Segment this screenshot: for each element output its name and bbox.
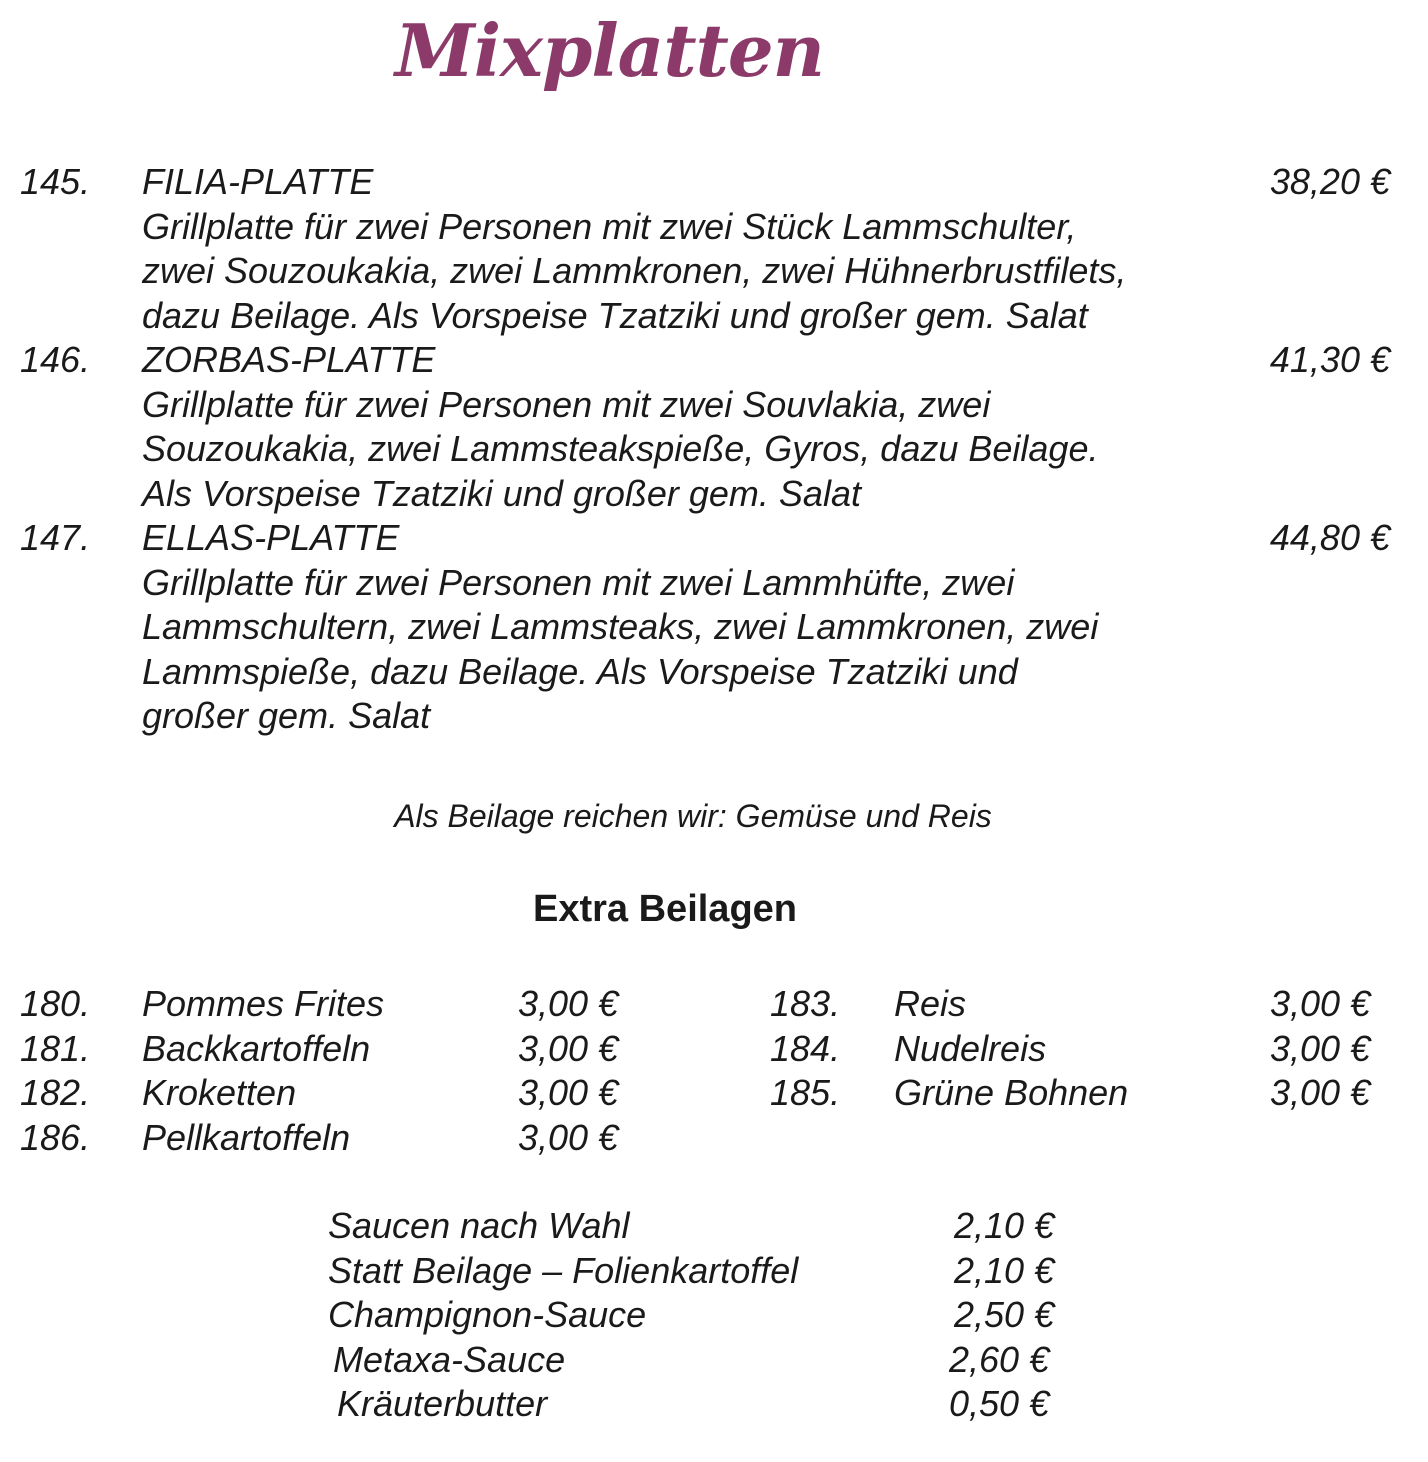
side-name: Backkartoffeln <box>142 1027 371 1069</box>
sauce-item <box>0 1382 1428 1427</box>
platter-description <box>142 205 1232 339</box>
description-line: zwei Souzoukakia, zwei Lammkronen, zwei Hühnerbrustfilets, <box>142 250 1127 291</box>
sauce-price: 2,10 € <box>954 1205 1055 1246</box>
sauce-name: Metaxa-Sauce <box>333 1338 566 1380</box>
platter-description <box>142 383 1232 517</box>
side-price: 3,00 € <box>518 1027 619 1069</box>
platter-price: 38,20 € <box>1269 161 1390 202</box>
side-dish-note: Als Beilage reichen wir: Gemüse und Reis <box>394 798 992 834</box>
side-item-182 <box>20 1071 640 1116</box>
side-number: 185. <box>770 1072 841 1113</box>
sauce-name: Kräuterbutter <box>337 1383 548 1424</box>
side-name: Reis <box>894 983 967 1024</box>
side-number: 184. <box>770 1027 841 1069</box>
platter-name: FILIA-PLATTE <box>142 161 374 202</box>
sauce-item <box>0 1249 1428 1294</box>
description-line: großer gem. Salat <box>142 695 431 736</box>
sauce-item <box>0 1338 1428 1383</box>
side-number: 186. <box>20 1116 91 1158</box>
extras-heading: Extra Beilagen <box>533 888 797 930</box>
side-number: 183. <box>770 983 841 1024</box>
side-name: Nudelreis <box>894 1027 1047 1069</box>
platter-number: 146. <box>20 339 91 380</box>
side-item-181 <box>20 1027 640 1072</box>
description-line: Grillplatte für zwei Personen mit zwei Lammhüfte, zwei <box>142 561 1015 603</box>
page-title: Mixplatten <box>395 8 824 93</box>
side-price: 3,00 € <box>1270 983 1371 1024</box>
side-item-184 <box>770 1027 1390 1072</box>
side-name: Pommes Frites <box>142 983 385 1024</box>
description-line: Grillplatte für zwei Personen mit zwei Souvlakia, zwei <box>142 383 991 425</box>
sauce-name: Statt Beilage – Folienkartoffel <box>328 1249 799 1291</box>
side-item-180 <box>20 982 640 1027</box>
sauce-item <box>0 1204 1428 1249</box>
description-line: Souzoukakia, zwei Lammsteakspieße, Gyros, dazu Beilage. <box>142 428 1099 469</box>
side-item-186 <box>20 1116 640 1161</box>
sauce-item <box>0 1293 1428 1338</box>
side-price: 3,00 € <box>518 983 619 1024</box>
platter-number: 147. <box>20 517 91 558</box>
sauce-price: 2,60 € <box>949 1338 1050 1380</box>
description-line: Grillplatte für zwei Personen mit zwei Stück Lammschulter, <box>142 205 1077 247</box>
side-item-185 <box>770 1071 1390 1116</box>
side-name: Kroketten <box>142 1072 297 1113</box>
platter-price: 41,30 € <box>1269 339 1390 380</box>
side-number: 182. <box>20 1072 91 1113</box>
side-price: 3,00 € <box>518 1072 619 1113</box>
description-line: dazu Beilage. Als Vorspeise Tzatziki und großer gem. Salat <box>142 294 1088 336</box>
side-item-183 <box>770 982 1390 1027</box>
sauce-price: 2,10 € <box>954 1249 1055 1291</box>
sauce-name: Saucen nach Wahl <box>328 1205 630 1246</box>
description-line: Lammspieße, dazu Beilage. Als Vorspeise Tzatziki und <box>142 650 1018 692</box>
sauce-price: 0,50 € <box>949 1383 1050 1424</box>
platter-number: 145. <box>20 161 91 202</box>
platter-price: 44,80 € <box>1269 517 1390 558</box>
side-price: 3,00 € <box>1270 1027 1371 1069</box>
sauce-name: Champignon-Sauce <box>328 1294 647 1335</box>
platter-name: ZORBAS-PLATTE <box>142 339 436 380</box>
side-name: Pellkartoffeln <box>142 1116 351 1158</box>
side-price: 3,00 € <box>518 1116 619 1158</box>
side-name: Grüne Bohnen <box>894 1072 1129 1113</box>
platter-name: ELLAS-PLATTE <box>142 517 400 558</box>
description-line: Als Vorspeise Tzatziki und großer gem. Salat <box>142 472 861 514</box>
platter-description <box>142 561 1232 739</box>
sauce-price: 2,50 € <box>954 1294 1055 1335</box>
side-number: 181. <box>20 1027 91 1069</box>
description-line: Lammschultern, zwei Lammsteaks, zwei Lammkronen, zwei <box>142 606 1099 647</box>
side-number: 180. <box>20 983 91 1024</box>
side-price: 3,00 € <box>1270 1072 1371 1113</box>
